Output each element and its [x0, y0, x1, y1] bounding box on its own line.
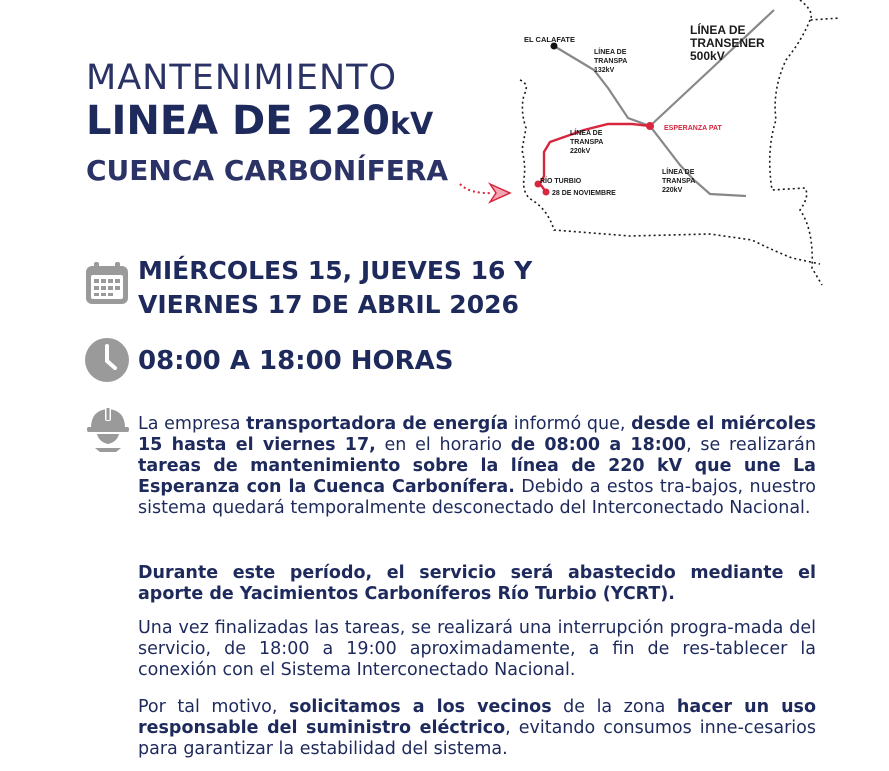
map-label-28-noviembre: 28 DE NOVIEMBRE	[552, 190, 616, 197]
map-label-transpa220b-3: 220kV	[662, 187, 683, 194]
p1-run: en el horario	[375, 435, 511, 455]
title-line-voltage	[86, 98, 433, 144]
p1-run: La empresa	[138, 414, 247, 434]
map-label-rio-turbio: RÍO TURBIO	[540, 178, 582, 185]
p1-run: , se realizarán	[686, 435, 816, 455]
clock-icon	[83, 336, 131, 384]
map-label-transener-2: TRANSENER	[690, 36, 765, 50]
p1-run: Debido a estos tra-bajos, nuestro sistema quedará temporalmente desconectado del Interconectado Nacional.	[138, 477, 816, 518]
paragraph-interruption: Una vez finalizadas las tareas, se realizará una interrupción progra-mada del servicio, de 18:00 a 19:00 aproximadamente, a fin de res-tablecer la conexión con el Sistema Interconectado Nacional.	[138, 618, 816, 680]
p4-run: de la zona	[551, 697, 677, 717]
p4-run: Por tal motivo,	[138, 697, 289, 717]
paragraph-request	[138, 697, 816, 760]
p4-run: solicitamos a los vecinos	[288, 697, 552, 717]
pointer-arrow-icon	[456, 180, 516, 206]
map-label-transpa132-2: TRANSPA	[594, 58, 628, 65]
transmission-map	[510, 0, 889, 290]
p1-run: desde el miércoles 15 hasta el viernes 17,	[138, 414, 816, 455]
paragraph-supply-source: Durante este período, el servicio será abastecido mediante el aporte de Yacimientos Carboníferos Río Turbio (YCRT).	[138, 563, 816, 604]
schedule-time: 08:00 A 18:00 HORAS	[138, 346, 454, 376]
p1-run: informó que,	[508, 414, 632, 434]
map-label-transpa220a-1: LÍNEA DE	[570, 130, 603, 137]
schedule-date-line-2: VIERNES 17 DE ABRIL 2026	[138, 290, 519, 319]
worker-icon	[83, 404, 133, 454]
title-line-maintenance: MANTENIMIENTO	[86, 58, 398, 98]
p1-run: transportadora de energía	[246, 414, 509, 434]
map-label-transpa220a-3: 220kV	[570, 148, 591, 155]
title-line-region: CUENCA CARBONÍFERA	[86, 154, 449, 187]
map-label-transener-1: LÍNEA DE	[690, 23, 746, 37]
calendar-icon	[83, 260, 131, 308]
schedule-dates	[138, 254, 598, 322]
p1-run: de 08:00 a 18:00	[510, 435, 687, 455]
p4-run: hacer un uso responsable del suministro eléctrico	[138, 697, 816, 738]
p1-run: tareas de mantenimiento sobre la línea de 220 kV que une La Esperanza con la Cuenca Carbonífera.	[138, 456, 816, 497]
map-label-transpa220a-2: TRANSPA	[570, 139, 604, 146]
title-line-voltage-unit: kV	[390, 107, 434, 142]
map-label-transpa132-3: 132kV	[594, 67, 615, 74]
schedule-date-line-1: MIÉRCOLES 15, JUEVES 16 Y	[138, 256, 533, 285]
map-label-transener-3: 500kV	[690, 49, 725, 63]
paragraph-announcement	[138, 414, 816, 519]
p4-run: , evitando consumos inne-cesarios para garantizar la estabilidad del sistema.	[138, 718, 816, 759]
map-label-esperanza: ESPERANZA PAT	[664, 125, 722, 132]
map-label-el-calafate: EL CALAFATE	[524, 35, 575, 44]
title-line-voltage-main: LINEA DE 220	[86, 98, 391, 144]
map-label-transpa220b-2: TRANSPA	[662, 178, 696, 185]
map-label-transpa132-1: LÍNEA DE	[594, 49, 627, 56]
map-label-transpa220b-1: LÍNEA DE	[662, 169, 695, 176]
